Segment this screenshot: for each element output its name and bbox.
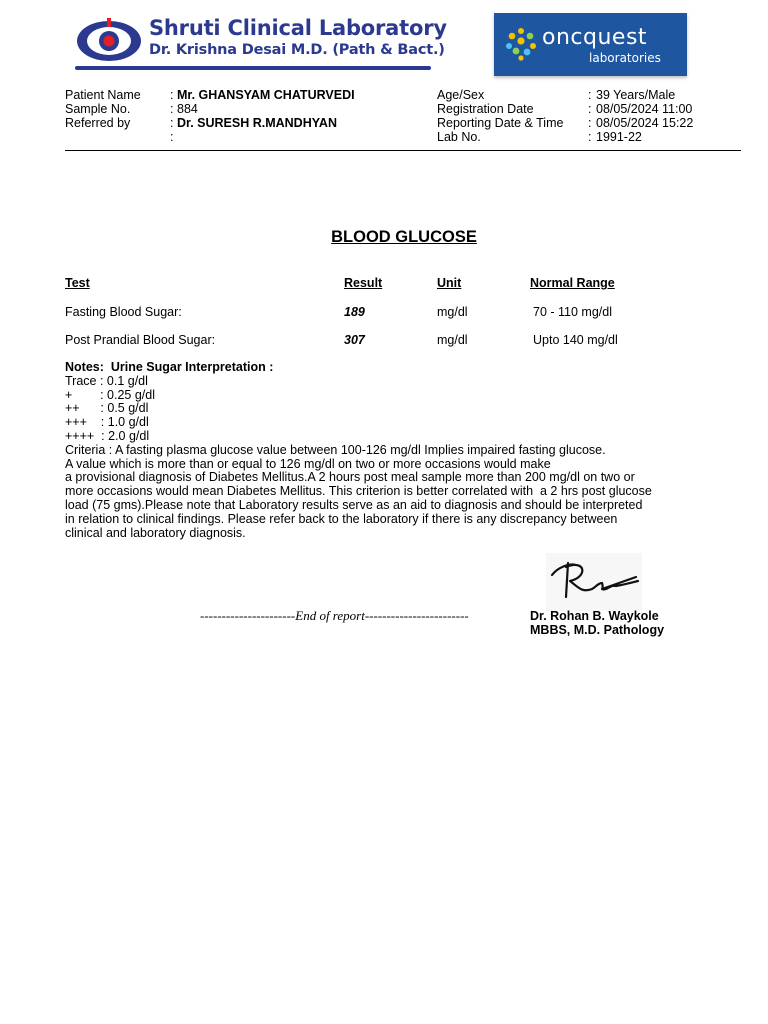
- reporting-date-value: 08/05/2024 15:22: [596, 116, 694, 130]
- referred-by-value: Dr. SURESH R.MANDHYAN: [177, 116, 337, 130]
- notes-heading: Notes: Urine Sugar Interpretation :: [65, 360, 274, 374]
- notes-line: ++++ : 2.0 g/dl: [65, 428, 150, 443]
- registration-date-label: Registration Date: [437, 102, 534, 116]
- notes-section: [65, 361, 685, 540]
- lab-logo: [75, 16, 447, 72]
- header-divider: [65, 150, 741, 151]
- lab-subtitle: Dr. Krishna Desai M.D. (Path & Bact.): [149, 42, 445, 58]
- age-sex-value: 39 Years/Male: [596, 88, 676, 102]
- end-of-report: [200, 608, 469, 624]
- dashes-right: ------------------------: [364, 608, 469, 623]
- report-title: BLOOD GLUCOSE: [331, 228, 477, 246]
- dashes-left: ----------------------: [200, 608, 296, 623]
- partner-logo: [494, 13, 687, 76]
- sample-no-value: 884: [177, 102, 198, 116]
- separator: :: [588, 116, 592, 130]
- notes-line: ++ : 0.5 g/dl: [65, 401, 149, 416]
- patient-name-value: Mr. GHANSYAM CHATURVEDI: [177, 88, 355, 102]
- test-unit: mg/dl: [437, 305, 468, 319]
- separator: :: [170, 130, 174, 144]
- notes-line: clinical and laboratory diagnosis.: [65, 525, 246, 540]
- lab-no-value: 1991-22: [596, 130, 642, 144]
- separator: :: [170, 116, 174, 130]
- column-header-unit: Unit: [437, 276, 462, 290]
- lab-name: Shruti Clinical Laboratory: [149, 16, 447, 40]
- test-name: Fasting Blood Sugar:: [65, 305, 182, 319]
- lab-logo-underline: [75, 66, 431, 70]
- notes-line: Criteria : A fasting plasma glucose value between 100-126 mg/dl Implies impaired fasting glucose.: [65, 442, 606, 457]
- sample-no-label: Sample No.: [65, 102, 131, 116]
- notes-line: a provisional diagnosis of Diabetes Mellitus.A 2 hours post meal sample more than 200 mg/dl on two or: [65, 470, 635, 485]
- separator: :: [170, 88, 174, 102]
- test-unit: mg/dl: [437, 333, 468, 347]
- lab-emblem-icon: [75, 18, 143, 64]
- age-sex-label: Age/Sex: [437, 88, 485, 102]
- signer-qualification: MBBS, M.D. Pathology: [530, 623, 665, 637]
- normal-range: Upto 140 mg/dl: [533, 333, 618, 347]
- notes-line: in relation to clinical findings. Please refer back to the laboratory if there is any discrepancy between: [65, 511, 618, 526]
- separator: :: [588, 88, 592, 102]
- notes-line: Trace : 0.1 g/dl: [65, 373, 148, 388]
- notes-line: more occasions would mean Diabetes Mellitus. This criterion is better correlated with a 2 hrs post glucose: [65, 484, 652, 499]
- registration-date-value: 08/05/2024 11:00: [596, 102, 693, 116]
- test-result: 307: [344, 333, 365, 347]
- column-header-test: Test: [65, 276, 90, 290]
- separator: :: [588, 130, 592, 144]
- test-result: 189: [344, 305, 365, 319]
- notes-line: +++ : 1.0 g/dl: [65, 415, 149, 430]
- signer-name: Dr. Rohan B. Waykole: [530, 609, 659, 623]
- test-name: Post Prandial Blood Sugar:: [65, 333, 216, 347]
- notes-line: A value which is more than or equal to 126 mg/dl on two or more occasions would make: [65, 456, 551, 471]
- partner-brand: oncquest: [542, 25, 648, 50]
- end-of-report-text: End of report: [295, 608, 365, 623]
- separator: :: [170, 102, 174, 116]
- partner-subtitle: laboratories: [589, 51, 661, 65]
- notes-line: load (75 gms).Please note that Laboratory results serve as an aid to diagnosis and should be interpreted: [65, 497, 643, 512]
- column-header-range: Normal Range: [530, 276, 615, 290]
- dots-cluster-icon: [504, 27, 538, 61]
- signature-image: [546, 553, 642, 611]
- notes-line: + : 0.25 g/dl: [65, 387, 155, 402]
- normal-range: 70 - 110 mg/dl: [533, 305, 612, 319]
- lab-no-label: Lab No.: [437, 130, 481, 144]
- referred-by-label: Referred by: [65, 116, 131, 130]
- reporting-date-label: Reporting Date & Time: [437, 116, 564, 130]
- column-header-result: Result: [344, 276, 383, 290]
- patient-name-label: Patient Name: [65, 88, 141, 102]
- separator: :: [588, 102, 592, 116]
